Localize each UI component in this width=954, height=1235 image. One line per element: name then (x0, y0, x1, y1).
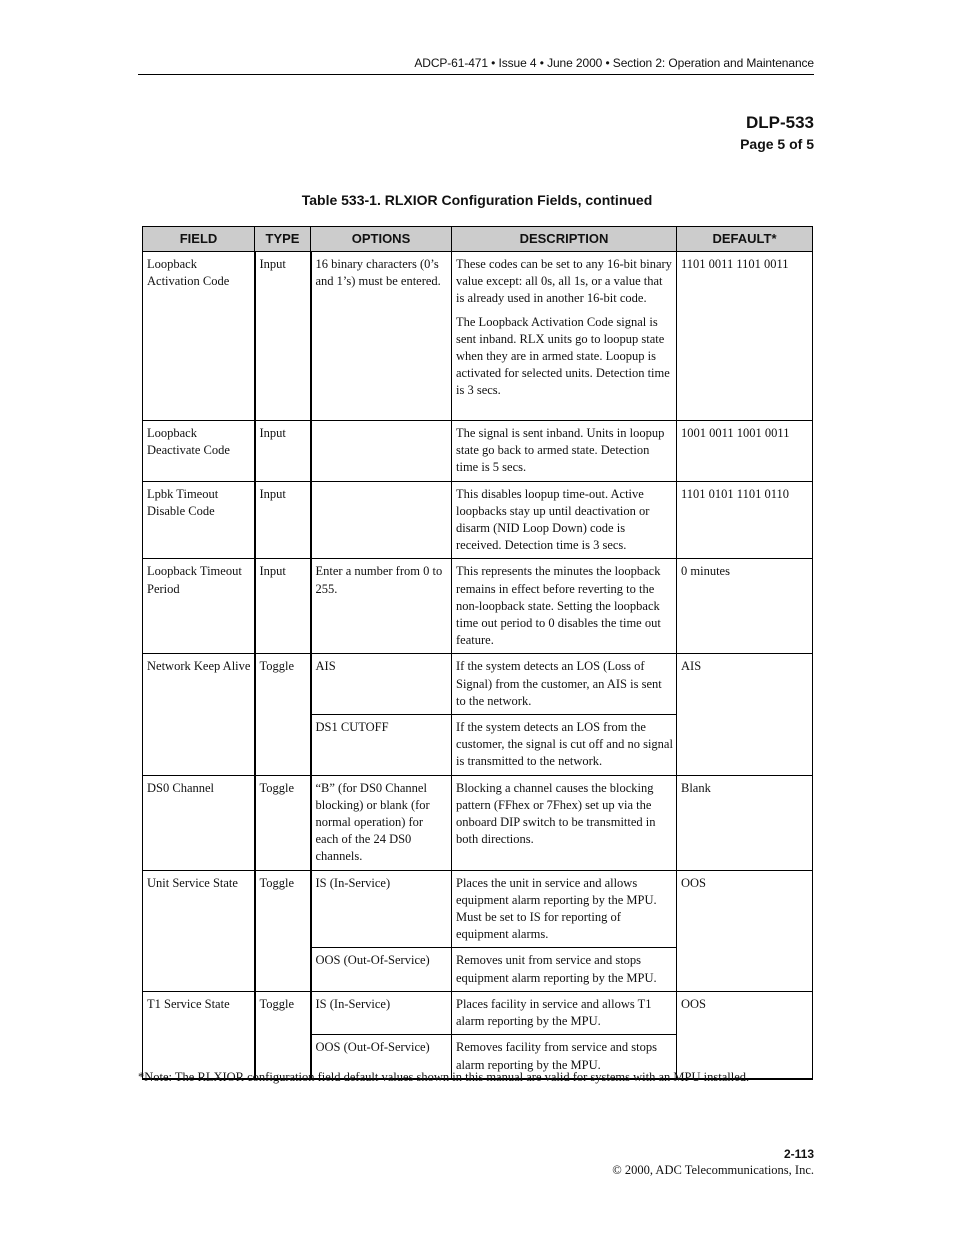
field-cell: Loopback Activation Code (143, 252, 255, 421)
type-cell: Input (255, 559, 311, 654)
default-cell: OOS (677, 870, 813, 991)
description-cell: If the system detects an LOS from the customer, the signal is cut off and no signal is transmitted to the network. (452, 715, 677, 776)
page-number: 2-113 (783, 1147, 814, 1161)
default-cell: 0 minutes (677, 559, 813, 654)
table-caption: Table 533-1. RLXIOR Configuration Fields, continued (301, 192, 653, 208)
description-paragraph: The Loopback Activation Code signal is sent inband. RLX units go to loopup state when they are in armed state. Loopup is activated for selected units. Detection time is 3 secs. (456, 314, 670, 398)
table-row (143, 481, 813, 559)
column-header-type: TYPE (255, 227, 311, 252)
description-cell: Removes facility from service and stops alarm reporting by the MPU. (452, 1035, 677, 1079)
options-cell (311, 481, 452, 559)
table-row (143, 252, 813, 421)
field-cell: DS0 Channel (143, 775, 255, 870)
options-cell (311, 421, 452, 482)
field-cell: T1 Service State (143, 991, 255, 1078)
options-cell: Enter a number from 0 to 255. (311, 559, 452, 654)
type-cell: Toggle (255, 775, 311, 870)
description-cell: Places the unit in service and allows equipment alarm reporting by the MPU. Must be set to IS for reporting of equipment alarms. (452, 870, 677, 948)
field-cell: Loopback Timeout Period (143, 559, 255, 654)
description-paragraph: These codes can be set to any 16-bit binary value except: all 0s, all 1s, or a value that is already used in another 16-bit code. (456, 257, 672, 306)
footnote: *Note: The RLXIOR configuration field default values shown in this manual are valid for systems with an MPU installed. (138, 1070, 750, 1084)
table-row (143, 991, 813, 1034)
options-cell: IS (In-Service) (311, 870, 452, 948)
type-cell: Toggle (255, 991, 311, 1078)
table-row (143, 870, 813, 948)
configuration-table (142, 226, 813, 1080)
description-cell: Blocking a channel causes the blocking pattern (FFhex or 7Fhex) set up via the onboard DIP switch to be transmitted in both directions. (452, 775, 677, 870)
options-cell: DS1 CUTOFF (311, 715, 452, 776)
page-of: Page 5 of 5 (740, 136, 814, 152)
default-cell: Blank (677, 775, 813, 870)
type-cell: Toggle (255, 870, 311, 991)
description-cell: Removes unit from service and stops equipment alarm reporting by the MPU. (452, 948, 677, 991)
options-cell: OOS (Out-Of-Service) (311, 1035, 452, 1079)
description-cell: If the system detects an LOS (Loss of Signal) from the customer, an AIS is sent to the network. (452, 654, 677, 715)
description-cell: This disables loopup time-out. Active loopbacks stay up until deactivation or disarm (NID Loop Down) code is received. Detection time is 3 secs. (452, 481, 677, 559)
column-header-field: FIELD (143, 227, 255, 252)
default-cell: 1101 0101 1101 0110 (677, 481, 813, 559)
default-cell: 1001 0011 1001 0011 (677, 421, 813, 482)
default-cell: 1101 0011 1101 0011 (677, 252, 813, 421)
description-cell (452, 252, 677, 421)
column-header-default: DEFAULT* (677, 227, 813, 252)
options-cell: 16 binary characters (0’s and 1’s) must be entered. (311, 252, 452, 421)
dlp-number: DLP-533 (745, 113, 814, 132)
options-cell: IS (In-Service) (311, 991, 452, 1034)
type-cell: Input (255, 481, 311, 559)
running-head: ADCP-61-471 • Issue 4 • June 2000 • Section 2: Operation and Maintenance (414, 56, 814, 70)
table-row (143, 775, 813, 870)
header-rule (138, 74, 814, 75)
description-cell: Places facility in service and allows T1 alarm reporting by the MPU. (452, 991, 677, 1034)
description-cell: The signal is sent inband. Units in loopup state go back to armed state. Detection time is 5 secs. (452, 421, 677, 482)
type-cell: Input (255, 252, 311, 421)
options-cell: AIS (311, 654, 452, 715)
table-row (143, 654, 813, 715)
column-header-description: DESCRIPTION (452, 227, 677, 252)
options-cell: “B” (for DS0 Channel blocking) or blank (for normal operation) for each of the 24 DS0 channels. (311, 775, 452, 870)
table-row (143, 559, 813, 654)
options-cell: OOS (Out-Of-Service) (311, 948, 452, 991)
type-cell: Input (255, 421, 311, 482)
type-cell: Toggle (255, 654, 311, 775)
table-row (143, 421, 813, 482)
default-cell: OOS (677, 991, 813, 1078)
table-header-row (143, 227, 813, 252)
column-header-options: OPTIONS (311, 227, 452, 252)
field-cell: Unit Service State (143, 870, 255, 991)
description-cell: This represents the minutes the loopback remains in effect before reverting to the non-loopback state. Setting the loopback time out period to 0 disables the time out feature. (452, 559, 677, 654)
field-cell: Network Keep Alive (143, 654, 255, 775)
field-cell: Loopback Deactivate Code (143, 421, 255, 482)
copyright: © 2000, ADC Telecommunications, Inc. (612, 1163, 814, 1177)
default-cell: AIS (677, 654, 813, 775)
field-cell: Lpbk Timeout Disable Code (143, 481, 255, 559)
